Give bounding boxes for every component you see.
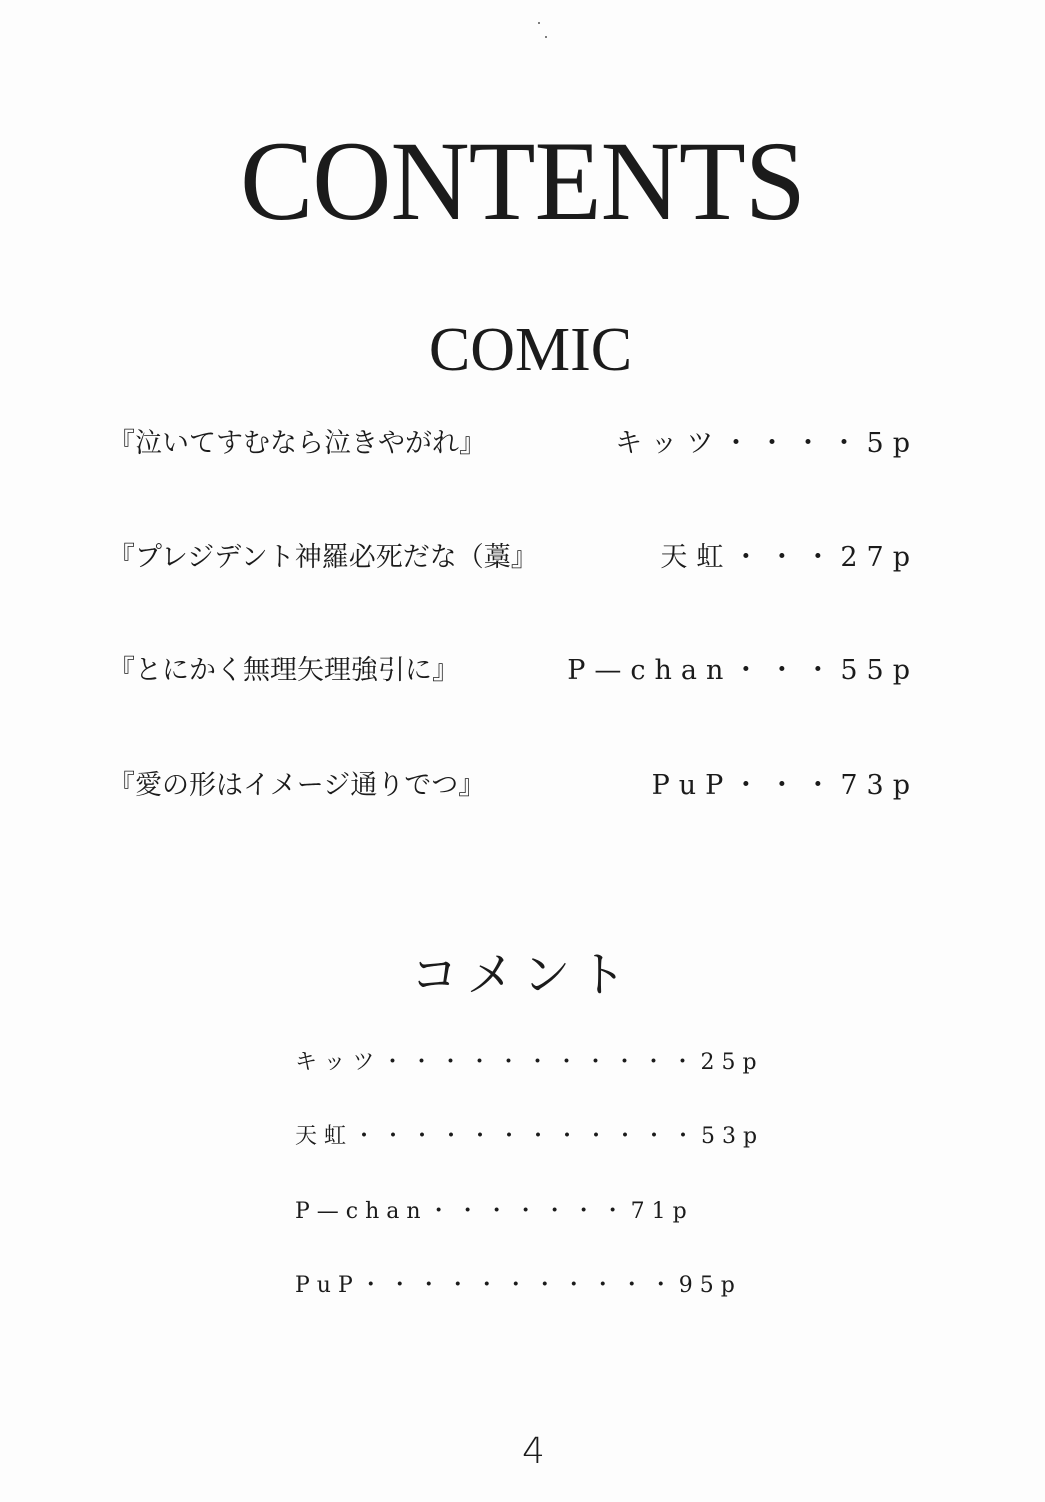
comment-entry: 天虹・・・・・・・・・・・・53p [295, 1124, 765, 1149]
comic-entry-title: 『プレジデント神羅必死だな（藁』 [108, 542, 538, 573]
scan-speck [545, 36, 547, 38]
comic-entry [0, 766, 1045, 806]
comic-section-heading: COMIC [428, 316, 633, 384]
comic-entry [0, 651, 1045, 691]
comment-entry: PuP・・・・・・・・・・・95p [295, 1273, 742, 1298]
comment-entry: キッツ・・・・・・・・・・・25p [295, 1050, 764, 1075]
page-number: 4 [522, 1431, 545, 1472]
comic-entry [0, 424, 1045, 464]
scan-speck [538, 22, 540, 24]
comic-entry-title: 『とにかく無理矢理強引に』 [108, 655, 459, 686]
comment-entry: P—chan・・・・・・・71p [295, 1199, 694, 1224]
comic-entry-title: 『愛の形はイメージ通りでつ』 [108, 770, 486, 801]
page-title: CONTENTS [240, 119, 805, 244]
comic-entry [0, 538, 1045, 578]
comic-entry-credit: PuP・・・73p [651, 770, 919, 801]
comic-entry-credit: 天虹・・・27p [660, 542, 919, 573]
comic-entry-credit: P—chan・・・55p [567, 655, 919, 686]
comic-entry-credit: キッツ・・・・5p [615, 428, 919, 459]
comment-section-heading: コメント [410, 947, 635, 1003]
comic-entry-title: 『泣いてすむなら泣きやがれ』 [108, 428, 486, 459]
